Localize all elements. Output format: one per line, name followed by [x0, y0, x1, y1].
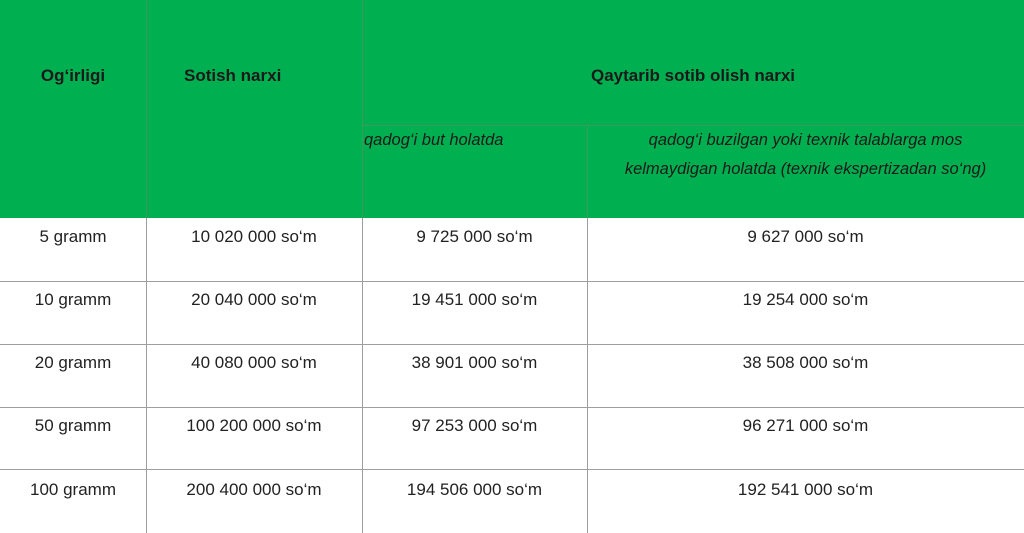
damaged-price-cell: 192 541 000 so‘m [737, 480, 874, 499]
header-divider [362, 0, 363, 218]
header-cell-sale-price [146, 0, 362, 218]
header-divider [587, 125, 588, 218]
intact-price-cell: 194 506 000 so‘m [406, 480, 543, 499]
header-damaged-line-1: qadog‘i buzilgan yoki texnik talablarga mos [648, 131, 963, 149]
header-divider [146, 0, 147, 218]
header-cell-buyback-price [362, 0, 1024, 125]
header-sale-price-label: Sotish narxi [184, 66, 282, 85]
intact-price-cell: 97 253 000 so‘m [411, 416, 538, 435]
damaged-price-cell: 96 271 000 so‘m [742, 416, 869, 435]
intact-price-cell: 38 901 000 so‘m [411, 353, 538, 372]
weight-cell: 5 gramm [39, 227, 107, 246]
sale-price-cell: 20 040 000 so‘m [191, 290, 317, 309]
row-divider [0, 469, 1024, 470]
sale-price-cell: 10 020 000 so‘m [191, 227, 317, 246]
weight-cell: 50 gramm [34, 416, 112, 435]
header-divider [362, 125, 1024, 126]
header-intact-label: qadog‘i but holatda [364, 131, 504, 149]
intact-price-cell: 9 725 000 so‘m [416, 227, 533, 246]
header-buyback-price-label: Qaytarib sotib olish narxi [590, 66, 796, 85]
weight-cell: 100 gramm [30, 480, 116, 499]
sale-price-cell: 100 200 000 so‘m [186, 416, 322, 435]
header-damaged-line-2: kelmaydigan holatda (texnik ekspertizadan so‘ng) [624, 160, 987, 178]
sale-price-cell: 40 080 000 so‘m [191, 353, 317, 372]
table-header [0, 0, 1024, 218]
damaged-price-cell: 38 508 000 so‘m [742, 353, 869, 372]
damaged-price-cell: 19 254 000 so‘m [742, 290, 869, 309]
header-weight-label: Og‘irligi [40, 66, 106, 85]
row-divider [0, 407, 1024, 408]
weight-cell: 10 gramm [34, 290, 112, 309]
sale-price-cell: 200 400 000 so‘m [186, 480, 322, 499]
weight-cell: 20 gramm [34, 353, 112, 372]
header-damaged-label [587, 126, 1024, 184]
header-cell-weight [0, 0, 146, 218]
row-divider [0, 344, 1024, 345]
damaged-price-cell: 9 627 000 so‘m [747, 227, 864, 246]
intact-price-cell: 19 451 000 so‘m [411, 290, 538, 309]
row-divider [0, 281, 1024, 282]
